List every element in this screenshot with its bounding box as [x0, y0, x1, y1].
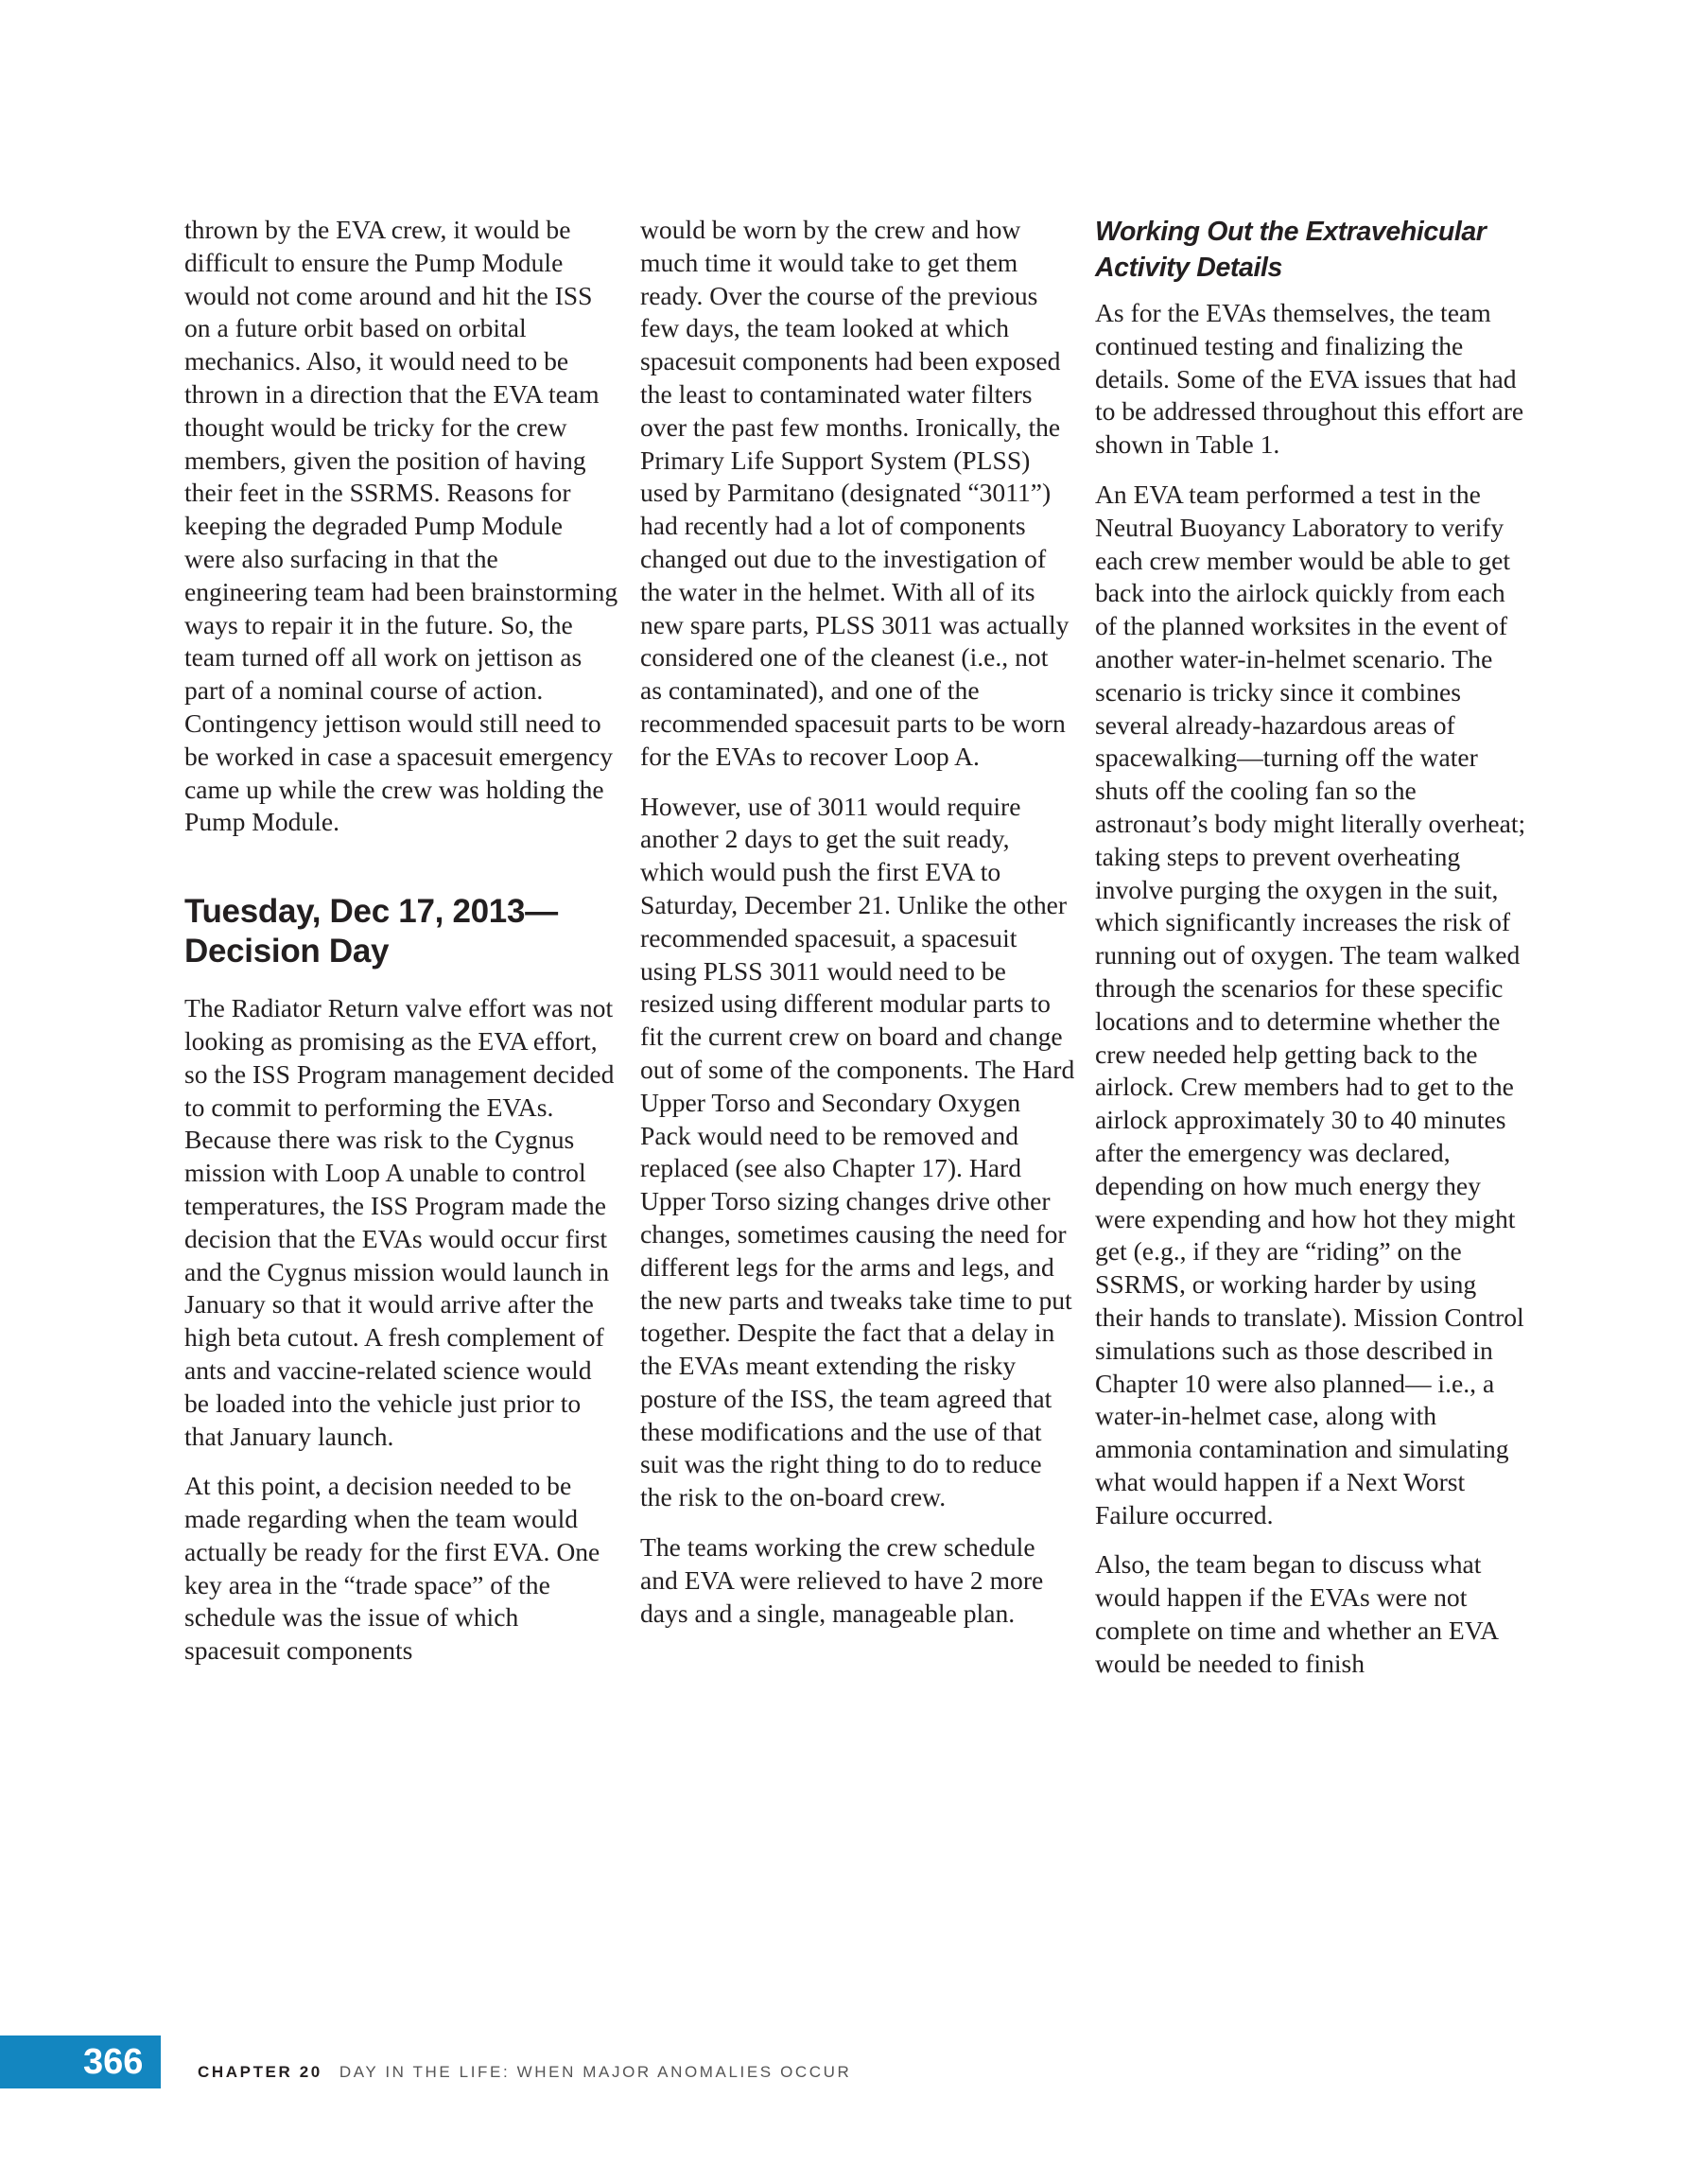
- body-paragraph: would be worn by the crew and how much time it would take to get them ready. Over the course of the previous few days, the team looked at which spacesuit components had been exposed the least to contaminated water filters over the past few months. Ironically, the Primary Life Support System (PLSS) used by Parmitano (designated “3011”) had recently had a lot of components changed out due to the investigation of the water in the helmet. With all of its new spare parts, PLSS 3011 was actually considered one of the cleanest (i.e., not as contaminated), and one of the recommended spacesuit parts to be worn for the EVAs to recover Loop A.: [640, 215, 1070, 771]
- left-column: [184, 214, 619, 1685]
- body-paragraph: The teams working the crew schedule and EVA were relieved to have 2 more days and a single, manageable plan.: [640, 1532, 1044, 1628]
- section-heading-line: Tuesday, Dec 17, 2013—: [184, 893, 558, 931]
- body-paragraph: However, use of 3011 would require another 2 days to get the suit ready, which would push the first EVA to Saturday, December 21. Unlike the other recommended spacesuit, a spacesuit using PLSS 3011 would need to be resized using different modular parts to fit the current crew on board and change out of some of the components. The Hard Upper Torso and Secondary Oxygen Pack would need to be removed and replaced (see also Chapter 17). Hard Upper Torso sizing changes drive other changes, sometimes causing the need for different legs for the arms and legs, and the new parts and tweaks take time to put together. Despite the fact that a delay in the EVAs meant extending the risky posture of the ISS, the team agreed that these modifications and the use of that suit was the right thing to do to reduce the risk to the on-board crew.: [640, 791, 1075, 1512]
- body-paragraph: thrown by the EVA crew, it would be difficult to ensure the Pump Module would not come around and hit the ISS on a future orbit based on orbital mechanics. Also, it would need to be thrown in a direction that the EVA team thought would be tricky for the crew members, given the position of having their feet in the SSRMS. Reasons for keeping the degraded Pump Module were also surfacing in that the engineering team had been brainstorming ways to repair it in the future. So, the team turned off all work on jettison as part of a nominal course of action. Contingency jettison would still need to be worked in case a spacesuit emergency came up while the crew was holding the Pump Module.: [184, 215, 618, 837]
- section-heading: [184, 892, 619, 971]
- running-footer: [198, 2063, 851, 2082]
- right-column: [1095, 214, 1530, 1698]
- sub-heading: [1095, 214, 1530, 286]
- sub-heading-line: Activity Details: [1095, 253, 1282, 283]
- sub-heading-line: Working Out the Extravehicular: [1095, 217, 1487, 247]
- page-number: 366: [83, 2042, 144, 2082]
- body-paragraph: An EVA team performed a test in the Neutral Buoyancy Laboratory to verify each crew member would be able to get back into the airlock quickly from each of the planned worksites in the event of another water-in-helmet scenario. The scenario is tricky since it combines several already-hazardous areas of spacewalking—turning off the water shuts off the cooling fan so the astronaut’s body might literally overheat; taking steps to prevent overheating involve purging the oxygen in the suit, which significantly increases the risk of running out of oxygen. The team walked through the scenarios for these specific locations and to determine whether the crew needed help getting back to the airlock. Crew members had to get to the airlock approximately 30 to 40 minutes after the emergency was declared, depending on how much energy they were expending and how hot they might get (e.g., if they are “riding” on the SSRMS, or working harder by using their hands to translate). Mission Control simulations such as those described in Chapter 10 were also planned— i.e., a water-in-helmet case, along with ammonia contamination and simulating what would happen if a Next Worst Failure occurred.: [1095, 479, 1526, 1529]
- section-heading-line: Decision Day: [184, 933, 390, 970]
- body-paragraph: As for the EVAs themselves, the team continued testing and finalizing the details. Some of the EVA issues that had to be addressed throughout this effort are shown in Table 1.: [1095, 298, 1524, 460]
- chapter-title: DAY IN THE LIFE: WHEN MAJOR ANOMALIES OCCUR: [339, 2063, 852, 2081]
- chapter-label: CHAPTER 20: [198, 2063, 322, 2081]
- body-paragraph: At this point, a decision needed to be made regarding when the team would actually be ready for the first EVA. One key area in the “trade space” of the schedule was the issue of which spacesuit components: [184, 1471, 600, 1666]
- body-paragraph: Also, the team began to discuss what would happen if the EVAs were not complete on time and whether an EVA would be needed to finish: [1095, 1549, 1498, 1678]
- body-paragraph: The Radiator Return valve effort was not looking as promising as the EVA effort, so the ISS Program management decided to commit to performing the EVAs. Because there was risk to the Cygnus mission with Loop A unable to control temperatures, the ISS Program made the decision that the EVAs would occur first and the Cygnus mission would launch in January so that it would arrive after the high beta cutout. A fresh complement of ants and vaccine-related science would be loaded into the vehicle just prior to that January launch.: [184, 993, 615, 1451]
- middle-column: [640, 214, 1075, 1647]
